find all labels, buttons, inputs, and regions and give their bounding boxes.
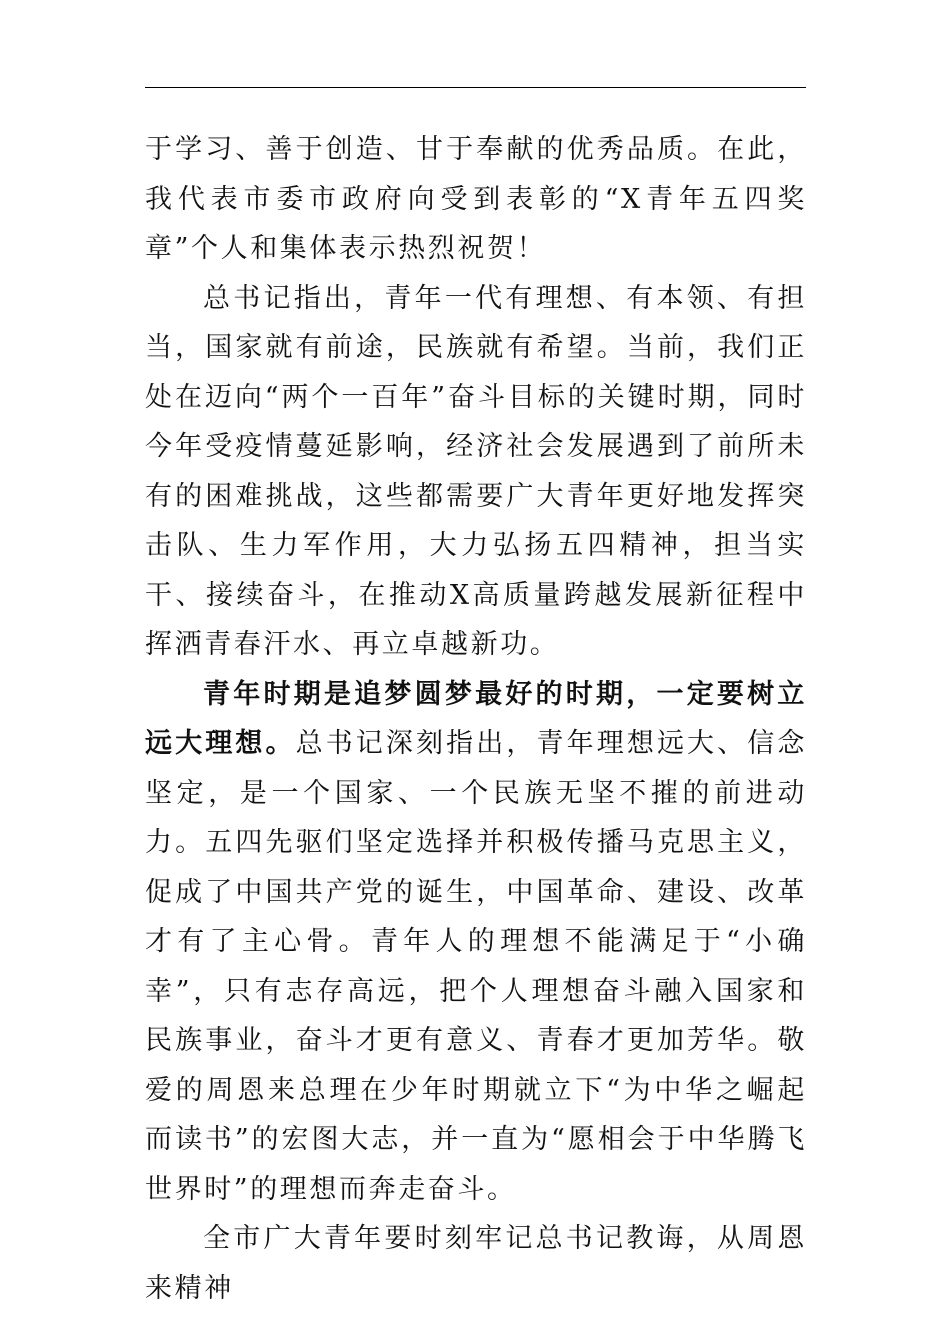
document-body bbox=[145, 125, 807, 1313]
paragraph-city-youth bbox=[145, 1214, 807, 1313]
paragraph-continuation bbox=[145, 125, 807, 274]
paragraph-lofty-ideals bbox=[145, 670, 807, 1215]
header-rule bbox=[145, 87, 806, 88]
paragraph-text: 于学习、善于创造、甘于奉献的优秀品质。在此，我代表市委市政府向受到表彰的“X青年五四奖章”个人和集体表示热烈祝贺！ bbox=[145, 134, 807, 264]
paragraph-text: 全市广大青年要时刻牢记总书记教诲，从周恩来精神 bbox=[145, 1223, 807, 1304]
paragraph-youth-ideals bbox=[145, 274, 807, 670]
paragraph-text: 总书记深刻指出，青年理想远大、信念坚定，是一个国家、一个民族无坚不摧的前进动力。五四先驱们坚定选择并积极传播马克思主义，促成了中国共产党的诞生，中国革命、建设、改革才有了主心骨。青年人的理想不能满足于“小确幸”，只有志存高远，把个人理想奋斗融入国家和民族事业，奋斗才更有意义、青春才更加芳华。敬爱的周恩来总理在少年时期就立下“为中华之崛起而读书”的宏图大志，并一直为“愿相会于中华腾飞世界时”的理想而奔走奋斗。 bbox=[145, 728, 808, 1205]
paragraph-lead-bold: 青年时期是追梦圆梦最好的时期，一定要树立远大理想。 bbox=[145, 678, 807, 759]
paragraph-text: 总书记指出，青年一代有理想、有本领、有担当，国家就有前途，民族就有希望。当前，我们正处在迈向“两个一百年”奋斗目标的关键时期，同时今年受疫情蔓延影响，经济社会发展遇到了前所未有的困难挑战，这些都需要广大青年更好地发挥突击队、生力军作用，大力弘扬五四精神，担当实干、接续奋斗，在推动X高质量跨越发展新征程中挥洒青春汗水、再立卓越新功。 bbox=[145, 282, 807, 660]
